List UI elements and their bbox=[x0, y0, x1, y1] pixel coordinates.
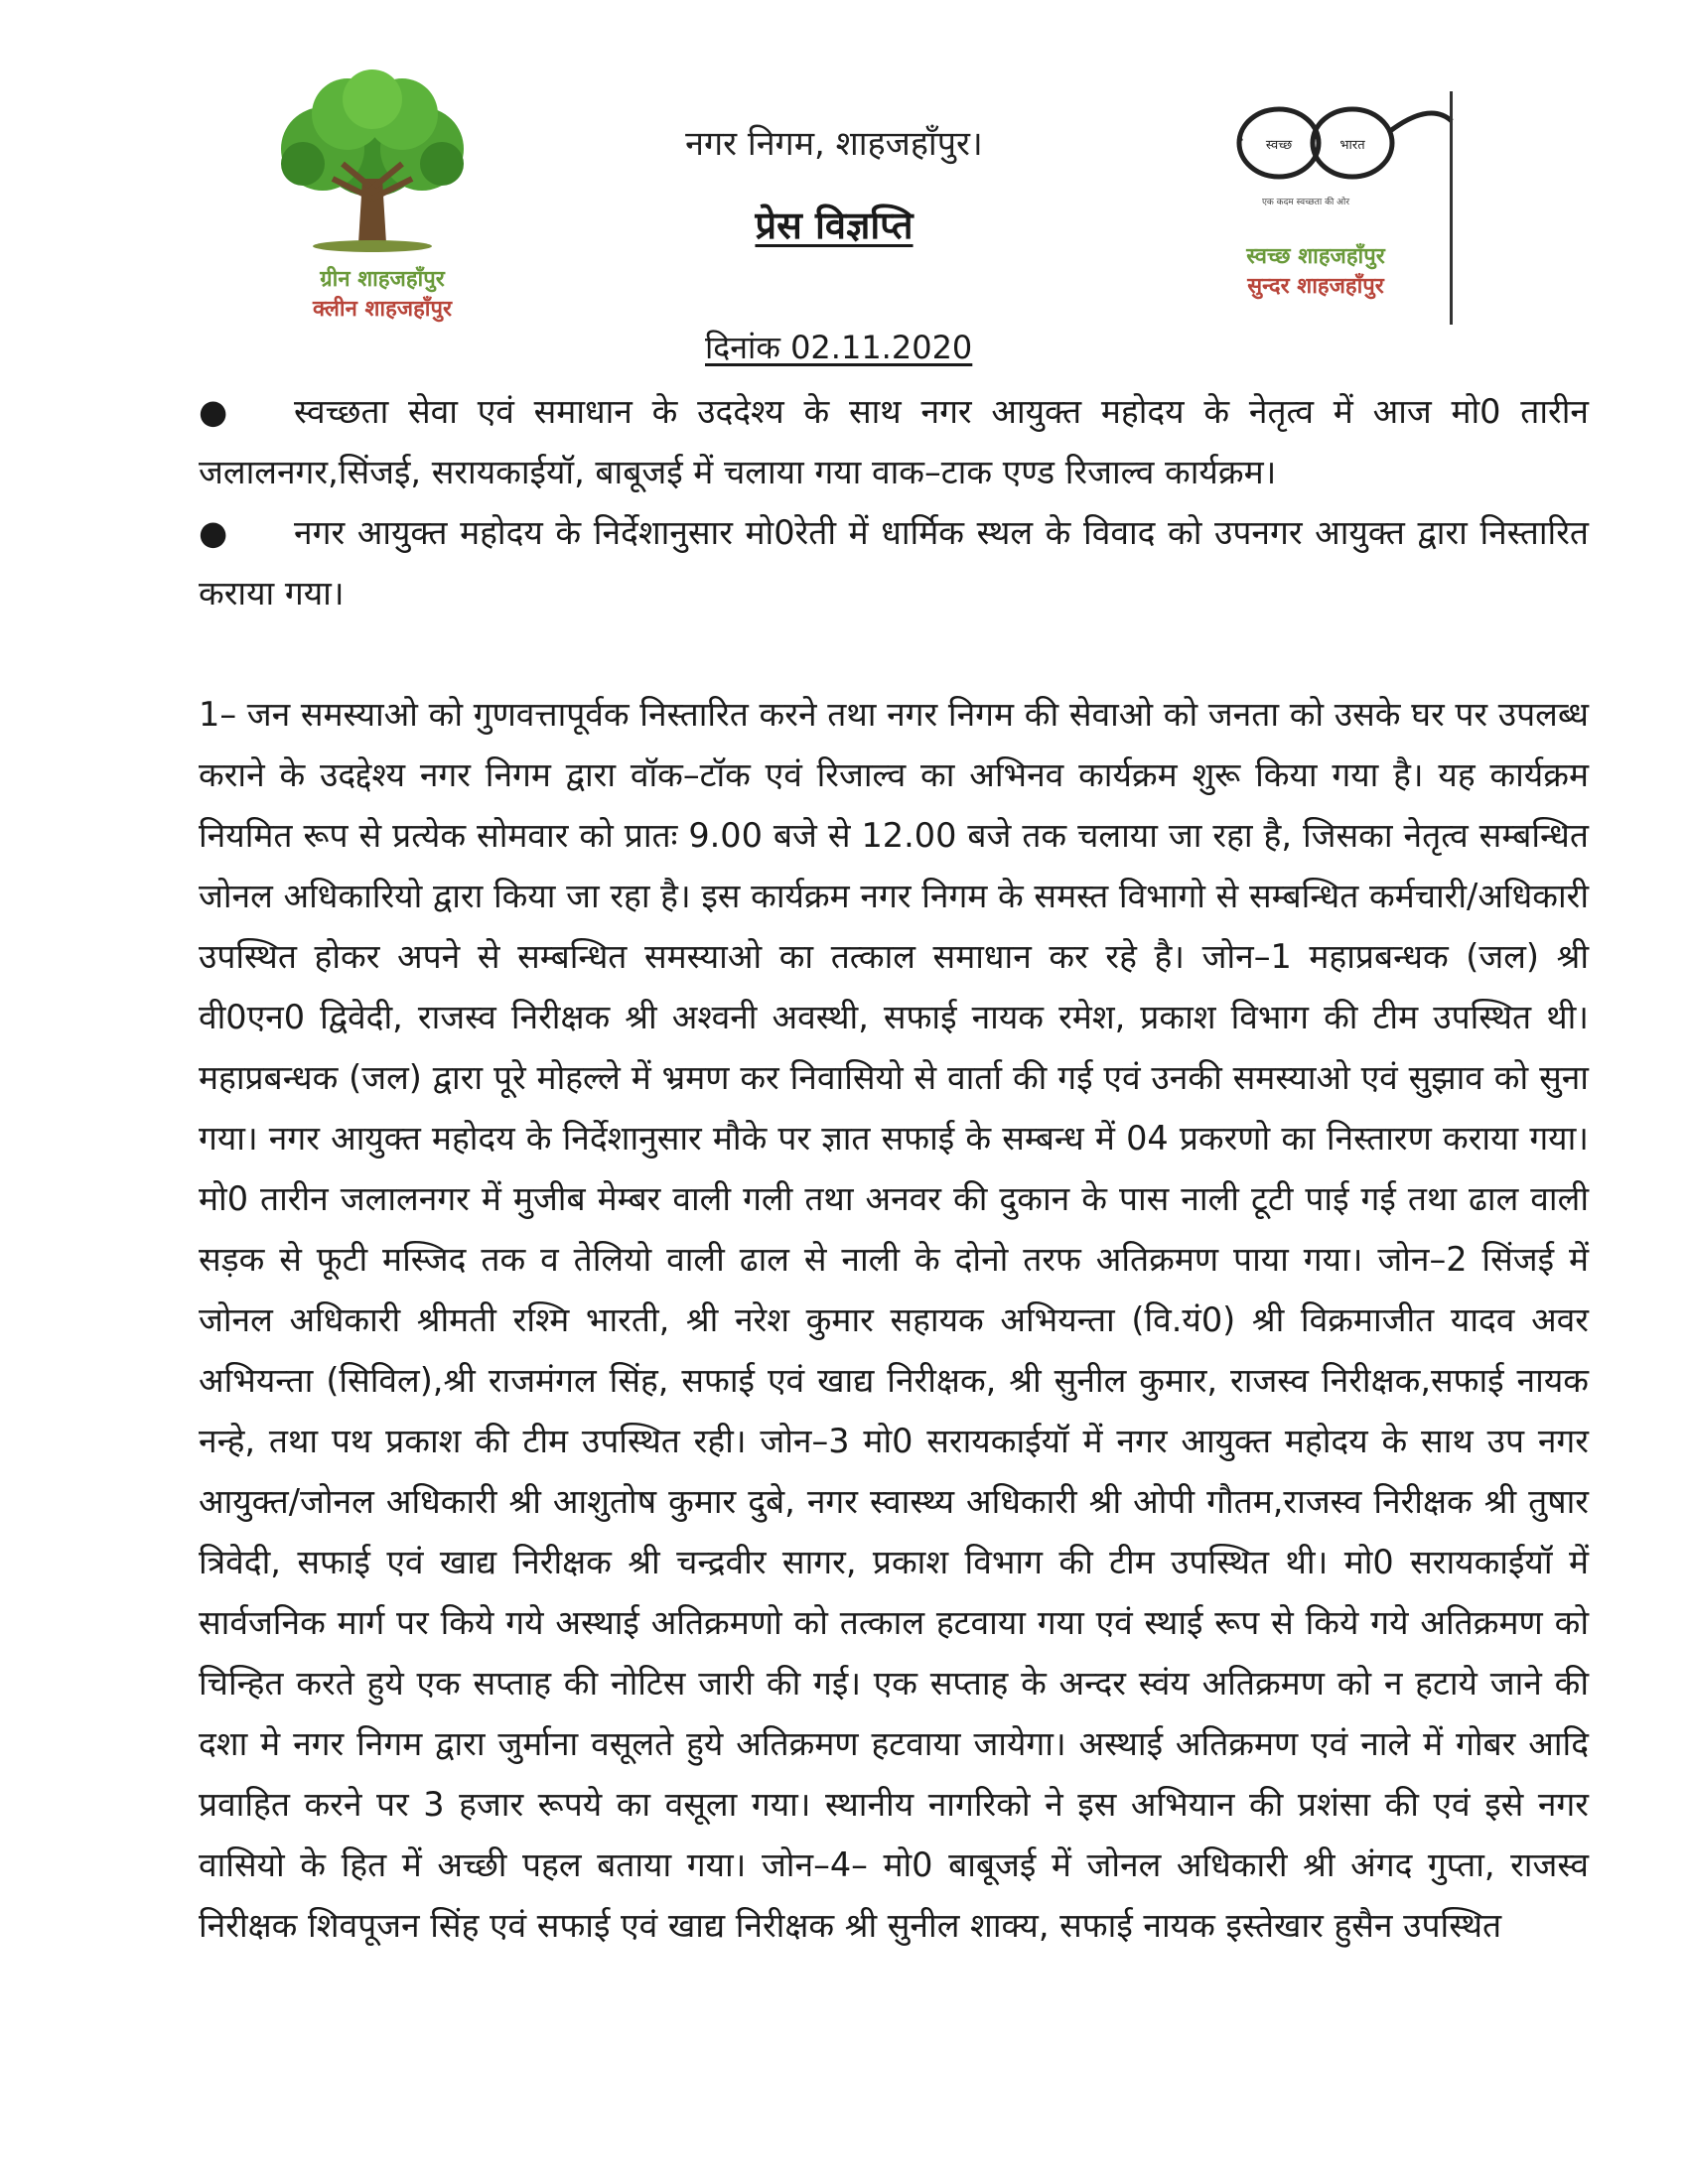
bullet-text: स्वच्छता सेवा एवं समाधान के उददेश्य के साथ नगर आयुक्त महोदय के नेतृत्व में आज मो0 तारीन जलालनगर,सिंजई, सरायकाईयॉ, बाबूजई में चलाया गया वाक–टाक एण्ड रिजाल्व कार्यक्रम। bbox=[199, 392, 1589, 491]
logo-right-line1: स्वच्छ शाहजहाँपुर bbox=[1246, 244, 1385, 269]
logo-right-line2: सुन्दर शाहजहाँपुर bbox=[1247, 274, 1384, 299]
logo-left-line2: क्लीन शाहजहाँपुर bbox=[312, 297, 452, 322]
org-title: नगर निगम, शाहजहाँपुर। bbox=[685, 124, 983, 164]
swachh-tagline: एक कदम स्वच्छता की ओर bbox=[1261, 198, 1350, 207]
tree-icon bbox=[263, 69, 482, 258]
page-header bbox=[556, 119, 1112, 250]
swachh-bharat-logo bbox=[1231, 91, 1460, 330]
bullet-item bbox=[199, 381, 1589, 502]
glasses-icon bbox=[1231, 91, 1460, 210]
bullet-marker: ● bbox=[199, 392, 228, 431]
header-divider bbox=[1450, 91, 1453, 325]
date-line: दिनांक 02.11.2020 bbox=[705, 329, 973, 366]
main-paragraph: 1– जन समस्याओ को गुणवत्तापूर्वक निस्तारित करने तथा नगर निगम की सेवाओ को जनता को उसके घर पर उपलब्ध कराने के उदद्देश्य नगर निगम द्वारा वॉक–टॉक एवं रिजाल्व का अभिनव कार्यक्रम शुरू किया गया है। यह कार्यक्रम नियमित रूप से प्रत्येक सोमवार को प्रातः 9.00 बजे से 12.00 बजे तक चलाया जा रहा है, जिसका नेतृत्व सम्बन्धित जोनल अधिकारियो द्वारा किया जा रहा है। इस कार्यक्रम नगर निगम के समस्त विभागो से सम्बन्धित कर्मचारी/अधिकारी उपस्थित होकर अपने से सम्बन्धित समस्याओ का तत्काल समाधान कर रहे है। जोन–1 महाप्रबन्धक (जल) श्री वी0एन0 द्विवेदी, राजस्व निरीक्षक श्री अश्वनी अवस्थी, सफाई नायक रमेश, प्रकाश विभाग की टीम उपस्थित थी। महाप्रबन्धक (जल) द्वारा पूरे मोहल्ले में भ्रमण कर निवासियो से वार्ता की गई एवं उनकी समस्याओ एवं सुझाव को सुना गया। नगर आयुक्त महोदय के निर्देशानुसार मौके पर ज्ञात सफाई के सम्बन्ध में 04 प्रकरणो का निस्तारण कराया गया। मो0 तारीन जलालनगर में मुजीब मेम्बर वाली गली तथा अनवर की दुकान के पास नाली टूटी पाई गई तथा ढाल वाली सड़क से फूटी मस्जिद तक व तेलियो वाली ढाल से नाली के दोनो तरफ अतिक्रमण पाया गया। जोन–2 सिंजई में जोनल अधिकारी श्रीमती रश्मि भारती, श्री नरेश कुमार सहायक अभियन्ता (वि.यं0) श्री विक्रमाजीत यादव अवर अभियन्ता (सिविल),श्री राजमंगल सिंह, सफाई एवं खाद्य निरीक्षक, श्री सुनील कुमार, राजस्व निरीक्षक,सफाई नायक नन्हे, तथा पथ प्रकाश की टीम उपस्थित रही। जोन–3 मो0 सरायकाईयॉ में नगर आयुक्त महोदय के साथ उप नगर आयुक्त/जोनल अधिकारी श्री आशुतोष कुमार दुबे, नगर स्वास्थ्य अधिकारी श्री ओपी गौतम,राजस्व निरीक्षक श्री तुषार त्रिवेदी, सफाई एवं खाद्य निरीक्षक श्री चन्द्रवीर सागर, प्रकाश विभाग की टीम उपस्थित थी। मो0 सरायकाईयॉ में सार्वजनिक मार्ग पर किये गये अस्थाई अतिक्रमणो को तत्काल हटवाया गया एवं स्थाई रूप से किये गये अतिक्रमण को चिन्हित करते हुये एक सप्ताह की नोटिस जारी की गई। एक सप्ताह के अन्दर स्वंय अतिक्रमण को न हटाये जाने की दशा मे नगर निगम द्वारा जुर्माना वसूलते हुये अतिक्रमण हटवाया जायेगा। अस्थाई अतिक्रमण एवं नाले में गोबर आदि प्रवाहित करने पर 3 हजार रूपये का वसूला गया। स्थानीय नागरिको ने इस अभियान की प्रशंसा की एवं इसे नगर वासियो के हित में अच्छी पहल बताया गया। जोन–4– मो0 बाबूजई में जोनल अधिकारी श्री अंगद गुप्ता, राजस्व निरीक्षक शिवपूजन सिंह एवं सफाई एवं खाद्य निरीक्षक श्री सुनील शाक्य, सफाई नायक इस्तेखार हुसैन उपस्थित bbox=[199, 695, 1589, 1945]
bullet-item bbox=[199, 502, 1589, 623]
bullet-marker: ● bbox=[199, 513, 228, 552]
bullet-text: नगर आयुक्त महोदय के निर्देशानुसार मो0रेती में धार्मिक स्थल के विवाद को उपनगर आयुक्त द्वारा निस्तारित कराया गया। bbox=[199, 513, 1589, 613]
badge-left-text: स्वच्छ bbox=[1265, 138, 1293, 153]
badge-right-text: भारत bbox=[1339, 138, 1365, 153]
paragraph-gap bbox=[199, 623, 1589, 684]
press-release-body bbox=[199, 381, 1589, 1956]
green-shahjahanpur-logo bbox=[253, 69, 492, 328]
logo-left-line1: ग्रीन शाहजहाँपुर bbox=[320, 267, 445, 292]
press-release-title: प्रेस विज्ञप्ति bbox=[755, 204, 914, 247]
